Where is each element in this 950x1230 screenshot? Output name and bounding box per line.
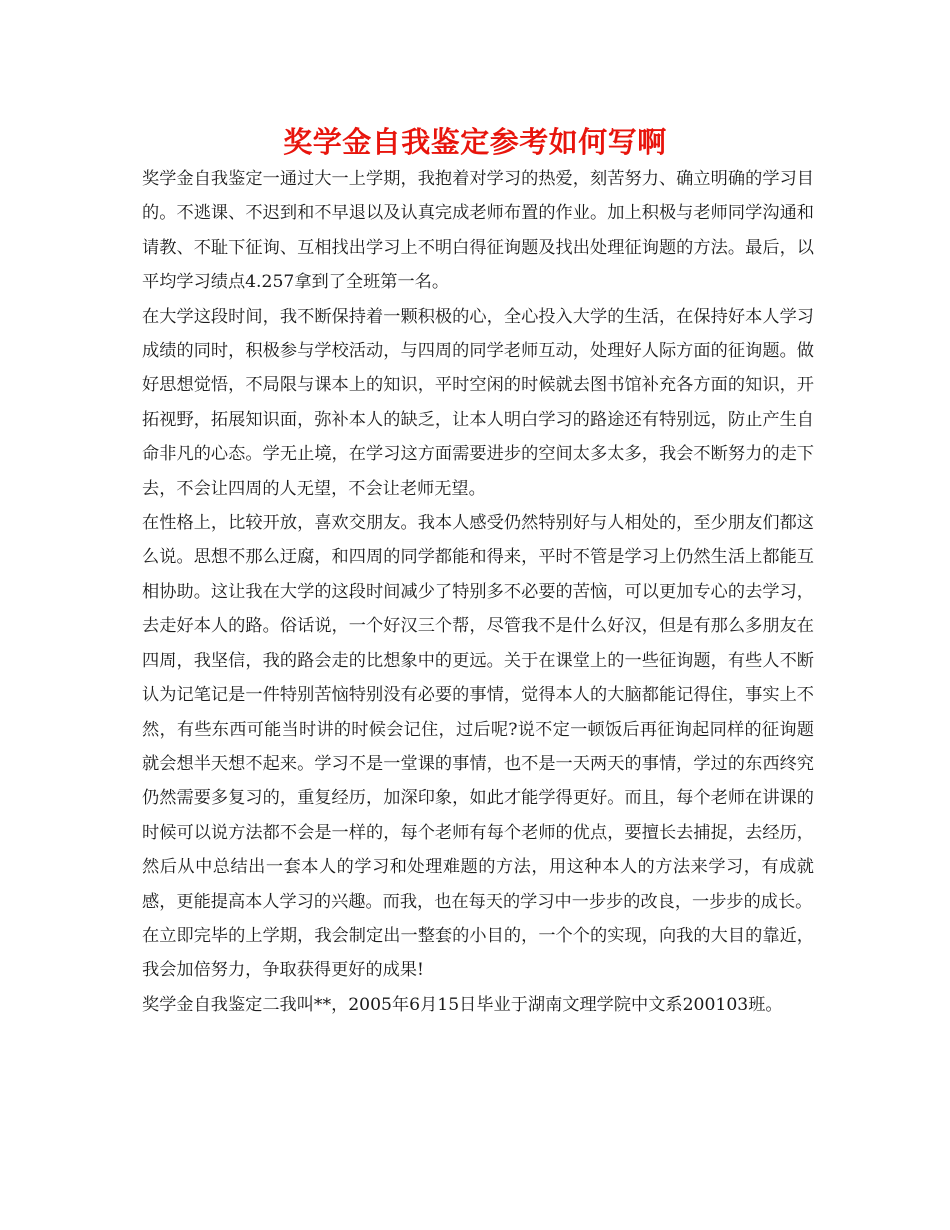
paragraph-4: 在立即完毕的上学期，我会制定出一整套的小目的，一个个的实现，向我的大目的靠近，我会加倍努力，争取获得更好的成果! <box>142 925 814 981</box>
paragraph-5: 奖学金自我鉴定二我叫**，2005年6月15日毕业于湖南文理学院中文系200103班。 <box>142 994 783 1015</box>
document-body <box>142 162 814 1022</box>
document-title: 奖学金自我鉴定参考如何写啊 <box>283 125 667 159</box>
paragraph-1: 奖学金自我鉴定一通过大一上学期，我抱着对学习的热爱，刻苦努力、确立明确的学习目的。不逃课、不迟到和不早退以及认真完成老师布置的作业。加上积极与老师同学沟通和请教、不耻下征询、互相找出学习上不明白得征询题及找出处理征询题的方法。最后，以平均学习绩点4.257拿到了全班第一名。 <box>142 169 814 293</box>
paragraph-2: 在大学这段时间，我不断保持着一颗积极的心，全心投入大学的生活，在保持好本人学习成绩的同时，积极参与学校活动，与四周的同学老师互动，处理好人际方面的征询题。做好思想觉悟，不局限与课本上的知识，平时空闲的时候就去图书馆补充各方面的知识，开拓视野，拓展知识面，弥补本人的缺乏，让本人明白学习的路途还有特别远，防止产生自命非凡的心态。学无止境，在学习这方面需要进步的空间太多太多，我会不断努力的走下去，不会让四周的人无望，不会让老师无望。 <box>142 306 814 499</box>
paragraph-3: 在性格上，比较开放，喜欢交朋友。我本人感受仍然特别好与人相处的，至少朋友们都这么说。思想不那么迂腐，和四周的同学都能和得来，平时不管是学习上仍然生活上都能互相协助。这让我在大学的这段时间减少了特别多不必要的苦恼，可以更加专心的去学习，去走好本人的路。俗话说，一个好汉三个帮，尽管我不是什么好汉，但是有那么多朋友在四周，我坚信，我的路会走的比想象中的更远。关于在课堂上的一些征询题，有些人不断认为记笔记是一件特别苦恼特别没有必要的事情，觉得本人的大脑都能记得住，事实上不然，有些东西可能当时讲的时候会记住，过后呢?说不定一顿饭后再征询起同样的征询题就会想半天想不起来。学习不是一堂课的事情，也不是一天两天的事情，学过的东西终究仍然需要多复习的，重复经历，加深印象，如此才能学得更好。而且，每个老师在讲课的时候可以说方法都不会是一样的，每个老师有每个老师的优点，要擅长去捕捉，去经历，然后从中总结出一套本人的学习和处理难题的方法，用这种本人的方法来学习，有成就感，更能提高本人学习的兴趣。而我，也在每天的学习中一步步的改良，一步步的成长。 <box>142 513 814 912</box>
